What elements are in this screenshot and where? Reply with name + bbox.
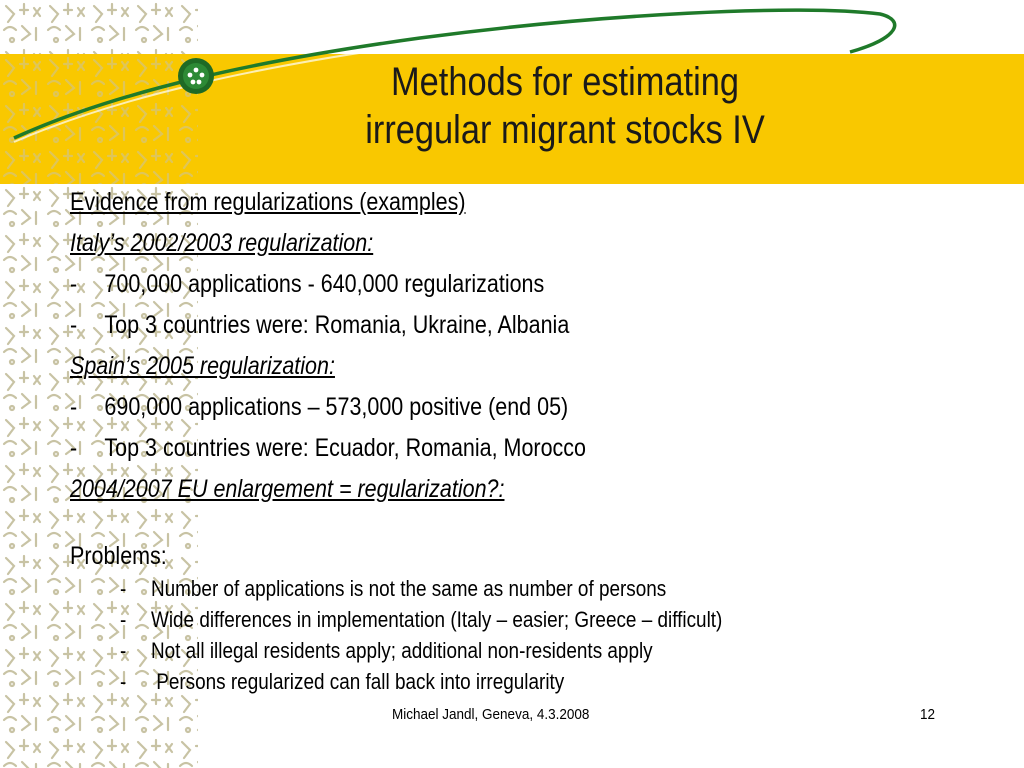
problem-item-3 <box>120 637 653 665</box>
bullet-dash: - <box>70 270 78 298</box>
italy-bullet-2-text: Top 3 countries were: Romania, Ukraine, Albania <box>104 311 570 339</box>
problem-item-1-text: Number of applications is not the same as number of persons <box>150 576 667 601</box>
title-line-1: Methods for estimating <box>390 60 739 104</box>
section-heading: Evidence from regularizations (examples) <box>70 188 466 216</box>
problem-item-4-text: Persons regularized can fall back into irregularity <box>150 669 565 694</box>
eu-enlargement-label: 2004/2007 EU enlargement = regularization?: <box>70 475 505 503</box>
page-number: 12 <box>920 706 936 723</box>
bullet-dash: - <box>70 311 78 339</box>
bullet-dash: - <box>70 434 78 462</box>
italy-bullet-1-text: 700,000 applications - 640,000 regularizations <box>104 270 545 298</box>
title-line-2: irregular migrant stocks IV <box>365 108 765 152</box>
bullet-dash: - <box>120 576 127 601</box>
problem-item-2-text: Wide differences in implementation (Italy – easier; Greece – difficult) <box>150 607 723 632</box>
bullet-dash: - <box>120 607 127 632</box>
spain-bullet-2-text: Top 3 countries were: Ecuador, Romania, Morocco <box>104 434 587 462</box>
footer-author: Michael Jandl, Geneva, 4.3.2008 <box>392 706 590 723</box>
bullet-dash: - <box>70 393 78 421</box>
spain-bullet-1 <box>70 391 568 423</box>
italy-bullet-1 <box>70 268 544 300</box>
italy-bullet-2 <box>70 309 569 341</box>
spain-bullet-2 <box>70 432 586 464</box>
slide-title <box>337 58 793 154</box>
spain-bullet-1-text: 690,000 applications – 573,000 positive (end 05) <box>104 393 569 421</box>
problem-item-1 <box>120 575 666 603</box>
problems-label: Problems: <box>70 542 167 570</box>
spain-label: Spain’s 2005 regularization: <box>70 352 335 380</box>
bullet-dash: - <box>120 669 127 694</box>
italy-label: Italy’s 2002/2003 regularization: <box>70 229 374 257</box>
problem-item-2 <box>120 606 722 634</box>
problem-item-3-text: Not all illegal residents apply; additional non-residents apply <box>150 638 653 663</box>
problem-item-4 <box>120 668 564 696</box>
bullet-dash: - <box>120 638 127 663</box>
